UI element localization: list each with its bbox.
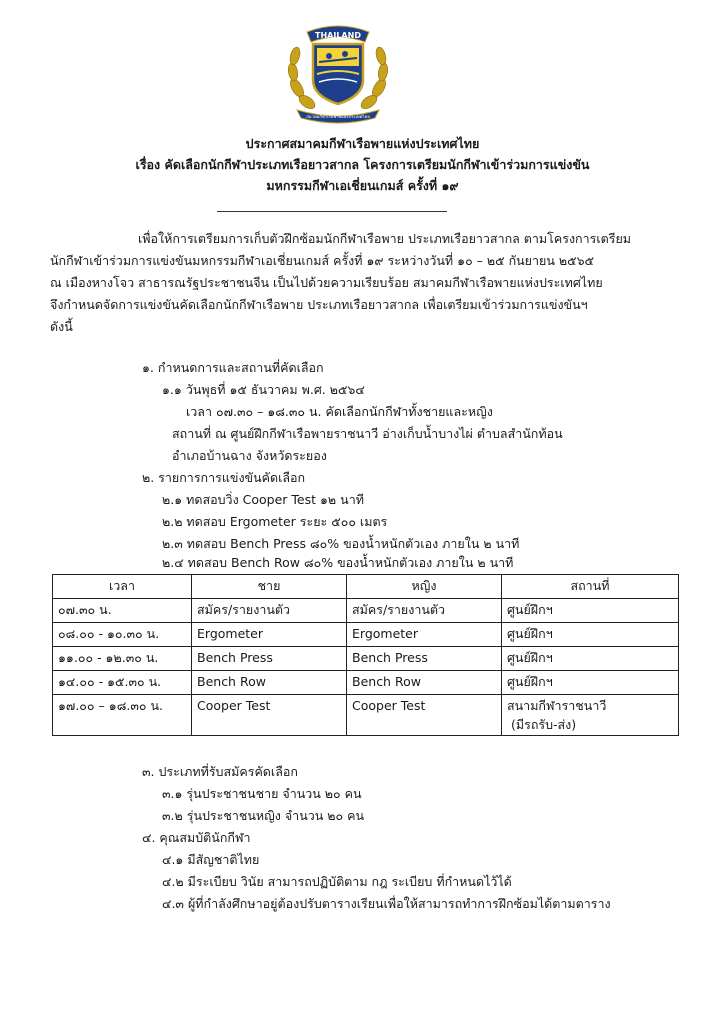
section-1-place: อำเภอบ้านฉาง จังหวัดระยอง: [172, 448, 327, 463]
table-cell: Ergometer: [347, 623, 502, 647]
table-cell: ศูนย์ฝึกฯ: [502, 623, 679, 647]
section-3-item: ๓.๒ รุ่นประชาชนหญิง จำนวน ๒๐ คน: [162, 808, 365, 823]
table-row: [53, 695, 679, 736]
section-3-item: ๓.๑ รุ่นประชาชนชาย จำนวน ๒๐ คน: [162, 786, 362, 801]
table-cell: Bench Row: [192, 671, 347, 695]
table-row: [53, 599, 679, 623]
section-2-item: ๒.๒ ทดสอบ Ergometer ระยะ ๕๐๐ เมตร: [162, 514, 388, 529]
announcement-event: มหกรรมกีฬาเอเชี่ยนเกมส์ ครั้งที่ ๑๙: [266, 178, 459, 193]
table-header: เวลา: [53, 575, 192, 599]
table-header: ชาย: [192, 575, 347, 599]
table-row: [53, 647, 679, 671]
table-cell: Bench Press: [347, 647, 502, 671]
table-row: [53, 623, 679, 647]
rowing-association-emblem-icon: [283, 18, 393, 126]
section-2-item: ๒.๑ ทดสอบวิ่ง Cooper Test ๑๒ นาที: [162, 492, 364, 507]
venue-note: (มีรถรับ-ส่ง): [511, 717, 577, 732]
table-cell: Bench Row: [347, 671, 502, 695]
intro-line: นักกีฬาเข้าร่วมการแข่งขันมหกรรมกีฬาเอเชี่ยนเกมส์ ครั้งที่ ๑๙ ระหว่างวันที่ ๑๐ – ๒๕ กันยายน ๒๕๖๕: [50, 253, 594, 268]
table-header: สถานที่: [502, 575, 679, 599]
table-cell: Cooper Test: [347, 695, 502, 736]
section-1-time: เวลา ๐๗.๓๐ – ๑๘.๓๐ น. คัดเลือกนักกีฬาทั้งชายและหญิง: [186, 404, 493, 419]
table-cell: ศูนย์ฝึกฯ: [502, 671, 679, 695]
divider-line: [217, 211, 447, 212]
table-cell: ๑๔.๐๐ - ๑๕.๓๐ น.: [53, 671, 192, 695]
section-4-item: ๔.๑ มีสัญชาติไทย: [162, 852, 260, 867]
venue-name: สนามกีฬาราชนาวี: [507, 698, 607, 713]
section-2-title: ๒. รายการการแข่งขันคัดเลือก: [142, 470, 306, 485]
logo-banner-text: THAILAND: [315, 31, 361, 40]
section-4-item: ๔.๓ ผู้ที่กำลังศึกษาอยู่ต้องปรับตารางเรียนเพื่อให้สามารถทำการฝึกซ้อมได้ตามตาราง: [162, 896, 611, 911]
table-cell: ๐๗.๓๐ น.: [53, 599, 192, 623]
table-cell-venue: [502, 695, 679, 736]
announcement-title: ประกาศสมาคมกีฬาเรือพายแห่งประเทศไทย: [245, 136, 480, 151]
table-cell: Bench Press: [192, 647, 347, 671]
table-cell: ศูนย์ฝึกฯ: [502, 647, 679, 671]
table-cell: Ergometer: [192, 623, 347, 647]
intro-line: ณ เมืองหางโจว สาธารณรัฐประชาชนจีน เป็นไปด้วยความเรียบร้อย สมาคมกีฬาเรือพายแห่งประเทศไทย: [50, 275, 603, 290]
intro-line: ดังนี้: [50, 319, 73, 334]
table-cell: ๑๗.๐๐ – ๑๘.๓๐ น.: [53, 695, 192, 736]
schedule-table: [52, 574, 679, 736]
table-cell: Cooper Test: [192, 695, 347, 736]
table-cell: ๐๘.๐๐ - ๑๐.๓๐ น.: [53, 623, 192, 647]
table-header-row: [53, 575, 679, 599]
table-row: [53, 671, 679, 695]
table-cell: สมัคร/รายงานตัว: [192, 599, 347, 623]
section-1-place: สถานที่ ณ ศูนย์ฝึกกีฬาเรือพายราชนาวี อ่างเก็บน้ำบางไผ่ ตำบลสำนักท้อน: [172, 426, 563, 441]
section-2-item: ๒.๔ ทดสอบ Bench Row ๘๐% ของน้ำหนักตัวเอง ภายใน ๒ นาที: [162, 555, 514, 570]
table-cell: สมัคร/รายงานตัว: [347, 599, 502, 623]
section-2-item: ๒.๓ ทดสอบ Bench Press ๘๐% ของน้ำหนักตัวเอง ภายใน ๒ นาที: [162, 536, 520, 551]
section-4-title: ๔. คุณสมบัตินักกีฬา: [142, 830, 251, 845]
table-cell: ศูนย์ฝึกฯ: [502, 599, 679, 623]
logo-ribbon-text: สมาคมกีฬาเรือพายแห่งประเทศไทย: [306, 114, 370, 119]
section-4-item: ๔.๒ มีระเบียบ วินัย สามารถปฏิบัติตาม กฎ ระเบียบ ที่กำหนดไว้ได้: [162, 874, 512, 889]
announcement-subject: เรื่อง คัดเลือกนักกีฬาประเภทเรือยาวสากล โครงการเตรียมนักกีฬาเข้าร่วมการแข่งขัน: [135, 157, 590, 172]
intro-line: จึงกำหนดจัดการแข่งขันคัดเลือกนักกีฬาเรือพาย ประเภทเรือยาวสากล เพื่อเตรียมเข้าร่วมการแข่งขันฯ: [50, 297, 588, 312]
section-1-title: ๑. กำหนดการและสถานที่คัดเลือก: [142, 360, 324, 375]
intro-line: เพื่อให้การเตรียมการเก็บตัวฝึกซ้อมนักกีฬาเรือพาย ประเภทเรือยาวสากล ตามโครงการเตรียม: [138, 231, 632, 246]
section-3-title: ๓. ประเภทที่รับสมัครคัดเลือก: [142, 764, 298, 779]
intro-paragraph: [50, 228, 678, 338]
table-header: หญิง: [347, 575, 502, 599]
section-1-item: ๑.๑ วันพุธที่ ๑๕ ธันวาคม พ.ศ. ๒๕๖๔: [162, 382, 365, 397]
table-cell: ๑๑.๐๐ - ๑๒.๓๐ น.: [53, 647, 192, 671]
